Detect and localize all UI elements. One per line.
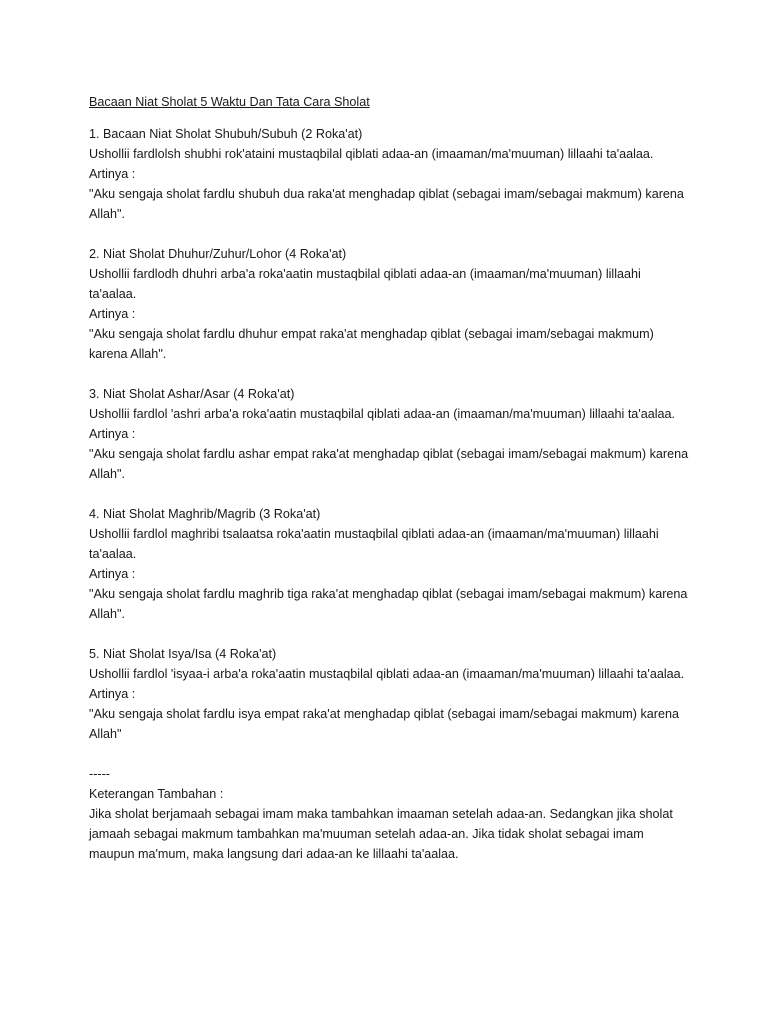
notes-section	[89, 764, 689, 864]
section-heading: 4. Niat Sholat Maghrib/Magrib (3 Roka'at)	[89, 507, 321, 521]
artinya-text: "Aku sengaja sholat fardlu isya empat raka'at menghadap qiblat (sebagai imam/sebagai makmum) karena Allah"	[89, 707, 679, 741]
artinya-text: "Aku sengaja sholat fardlu ashar empat raka'at menghadap qiblat (sebagai imam/sebagai makmum) karena Allah".	[89, 447, 689, 481]
artinya-label: Artinya :	[89, 567, 136, 581]
separator: -----	[89, 767, 110, 781]
artinya-text: "Aku sengaja sholat fardlu shubuh dua raka'at menghadap qiblat (sebagai imam/sebagai makmum) karena Allah".	[89, 187, 684, 221]
artinya-text: "Aku sengaja sholat fardlu dhuhur empat raka'at menghadap qiblat (sebagai imam/sebagai makmum) karena Allah".	[89, 327, 654, 361]
notes-text: Jika sholat berjamaah sebagai imam maka tambahkan imaaman setelah adaa-an. Sedangkan jika sholat jamaah sebagai makmum tambahkan ma'muuman setelah adaa-an. Jika tidak sholat sebagai imam maupun ma'mum, maka langsung dari adaa-an ke lillaahi ta'aalaa.	[89, 807, 673, 861]
artinya-text: "Aku sengaja sholat fardlu maghrib tiga raka'at menghadap qiblat (sebagai imam/sebagai makmum) karena Allah".	[89, 587, 688, 621]
artinya-label: Artinya :	[89, 427, 136, 441]
artinya-label: Artinya :	[89, 167, 136, 181]
section-heading: 5. Niat Sholat Isya/Isa (4 Roka'at)	[89, 647, 277, 661]
niat-text: Ushollii fardlol 'isyaa-i arba'a roka'aatin mustaqbilal qiblati adaa-an (imaaman/ma'muuman) lillaahi ta'aalaa.	[89, 667, 685, 681]
document-page	[89, 92, 689, 864]
section-ashar	[89, 384, 689, 484]
niat-text: Ushollii fardlodh dhuhri arba'a roka'aatin mustaqbilal qiblati adaa-an (imaaman/ma'muuman) lillaahi ta'aalaa.	[89, 267, 641, 301]
section-isya	[89, 644, 689, 744]
section-heading: 2. Niat Sholat Dhuhur/Zuhur/Lohor (4 Roka'at)	[89, 247, 347, 261]
section-heading: 1. Bacaan Niat Sholat Shubuh/Subuh (2 Roka'at)	[89, 127, 363, 141]
niat-text: Ushollii fardlol maghribi tsalaatsa roka'aatin mustaqbilal qiblati adaa-an (imaaman/ma'muuman) lillaahi ta'aalaa.	[89, 527, 659, 561]
section-maghrib	[89, 504, 689, 624]
niat-text: Ushollii fardlolsh shubhi rok'ataini mustaqbilal qiblati adaa-an (imaaman/ma'muuman) lillaahi ta'aalaa.	[89, 147, 654, 161]
page-title: Bacaan Niat Sholat 5 Waktu Dan Tata Cara Sholat	[89, 95, 370, 109]
section-dhuhur	[89, 244, 689, 364]
niat-text: Ushollii fardlol 'ashri arba'a roka'aatin mustaqbilal qiblati adaa-an (imaaman/ma'muuman) lillaahi ta'aalaa.	[89, 407, 676, 421]
artinya-label: Artinya :	[89, 687, 136, 701]
section-heading: 3. Niat Sholat Ashar/Asar (4 Roka'at)	[89, 387, 295, 401]
notes-heading: Keterangan Tambahan :	[89, 787, 224, 801]
artinya-label: Artinya :	[89, 307, 136, 321]
section-subuh	[89, 124, 689, 224]
